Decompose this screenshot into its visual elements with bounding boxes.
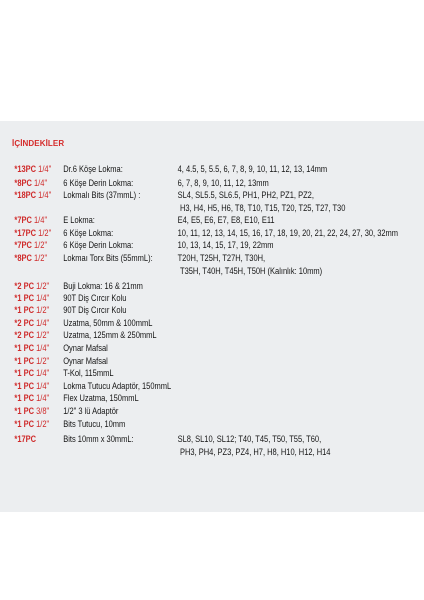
table-row: [0, 202, 346, 214]
quantity-label: *1 PC 1/4": [14, 380, 50, 391]
quantity-label: *1 PC 3/8": [14, 405, 50, 416]
item-description: T-Kol, 115mmL: [63, 367, 114, 378]
item-sizes: PH3, PH4, PZ3, PZ4, H7, H8, H10, H12, H14: [180, 446, 331, 457]
item-description: Lokmaı Torx Bits (55mmL):: [63, 252, 153, 263]
quantity-label: *1 PC 1/4": [14, 292, 50, 303]
table-row: [0, 265, 339, 277]
table-row: [0, 342, 339, 354]
table-row: [0, 304, 339, 316]
table-row: [0, 418, 339, 430]
item-sizes: 6, 7, 8, 9, 10, 11, 12, 13mm: [177, 177, 269, 188]
item-sizes: T35H, T40H, T45H, T50H (Kalınlık: 10mm): [180, 265, 323, 276]
quantity-label: *1 PC 1/2": [14, 304, 50, 315]
table-row: [0, 214, 339, 226]
item-description: 90T Diş Cırcır Kolu: [63, 304, 127, 315]
item-description: 90T Diş Cırcır Kolu: [63, 292, 127, 303]
quantity-label: *17PC 1/2": [14, 227, 52, 238]
table-row: [0, 252, 339, 264]
quantity-label: *7PC 1/4": [14, 214, 48, 225]
item-description: Bits Tutucu, 10mm: [63, 418, 126, 429]
contents-heading: İÇİNDEKİLER: [12, 139, 65, 148]
table-row: [0, 163, 339, 175]
item-description: 6 Köşe Derin Lokma:: [63, 177, 134, 188]
item-sizes: 10, 11, 12, 13, 14, 15, 16, 17, 18, 19, 20, 21, 22, 24, 27, 30, 32mm: [177, 227, 399, 238]
quantity-label: *8PC 1/4": [14, 177, 48, 188]
item-description: Uzatma, 125mm & 250mmL: [63, 329, 157, 340]
item-description: Lokmalı Bits (37mmL) :: [63, 189, 141, 200]
quantity-label: *1 PC 1/2": [14, 418, 50, 429]
item-description: 6 Köşe Derin Lokma:: [63, 239, 134, 250]
item-sizes: T20H, T25H, T27H, T30H,: [177, 252, 266, 263]
item-sizes: E4, E5, E6, E7, E8, E10, E11: [177, 214, 275, 225]
item-sizes: 4, 4.5, 5, 5.5, 6, 7, 8, 9, 10, 11, 12, 13, 14mm: [177, 163, 328, 174]
quantity-label: *13PC 1/4": [14, 163, 52, 174]
quantity-label: *1 PC 1/2": [14, 355, 50, 366]
table-row: [0, 446, 339, 458]
item-sizes: H3, H4, H5, H6, T8, T10, T15, T20, T25, T27, T30: [180, 202, 346, 213]
item-description: 1/2" 3 lü Adaptör: [63, 405, 119, 416]
table-row: [0, 355, 339, 367]
item-description: Oynar Mafsal: [63, 355, 108, 366]
table-row: [0, 177, 339, 189]
item-sizes: SL4, SL5.5, SL6.5, PH1, PH2, PZ1, PZ2,: [177, 189, 314, 200]
item-description: Dr.6 Köşe Lokma:: [63, 163, 123, 174]
table-row: [0, 239, 339, 251]
item-description: Lokma Tutucu Adaptör, 150mmL: [63, 380, 172, 391]
quantity-label: *17PC: [14, 433, 37, 444]
item-description: Buji Lokma: 16 & 21mm: [63, 280, 143, 291]
table-row: [0, 392, 339, 404]
quantity-label: *8PC 1/2": [14, 252, 48, 263]
item-description: Uzatma, 50mm & 100mmL: [63, 317, 153, 328]
table-row: [0, 405, 339, 417]
table-row: [0, 280, 339, 292]
quantity-label: *18PC 1/4": [14, 189, 52, 200]
item-description: Oynar Mafsal: [63, 342, 108, 353]
table-row: [0, 189, 339, 201]
table-row: [0, 317, 339, 329]
quantity-label: *2 PC 1/2": [14, 329, 50, 340]
item-sizes: SL8, SL10, SL12; T40, T45, T50, T55, T60,: [177, 433, 322, 444]
quantity-label: *1 PC 1/4": [14, 367, 50, 378]
table-row: [0, 329, 339, 341]
quantity-label: *7PC 1/2": [14, 239, 48, 250]
item-description: Flex Uzatma, 150mmL: [63, 392, 139, 403]
item-description: Bits 10mm x 30mmL:: [63, 433, 134, 444]
item-sizes: 10, 13, 14, 15, 17, 19, 22mm: [177, 239, 274, 250]
item-description: 6 Köşe Lokma:: [63, 227, 114, 238]
table-row: [0, 380, 339, 392]
table-row: [0, 367, 339, 379]
quantity-label: *1 PC 1/4": [14, 392, 50, 403]
quantity-label: *1 PC 1/4": [14, 342, 50, 353]
quantity-label: *2 PC 1/2": [14, 280, 50, 291]
table-row: [0, 433, 339, 445]
table-row: [0, 227, 399, 239]
table-row: [0, 292, 339, 304]
quantity-label: *2 PC 1/4": [14, 317, 50, 328]
item-description: E Lokma:: [63, 214, 95, 225]
